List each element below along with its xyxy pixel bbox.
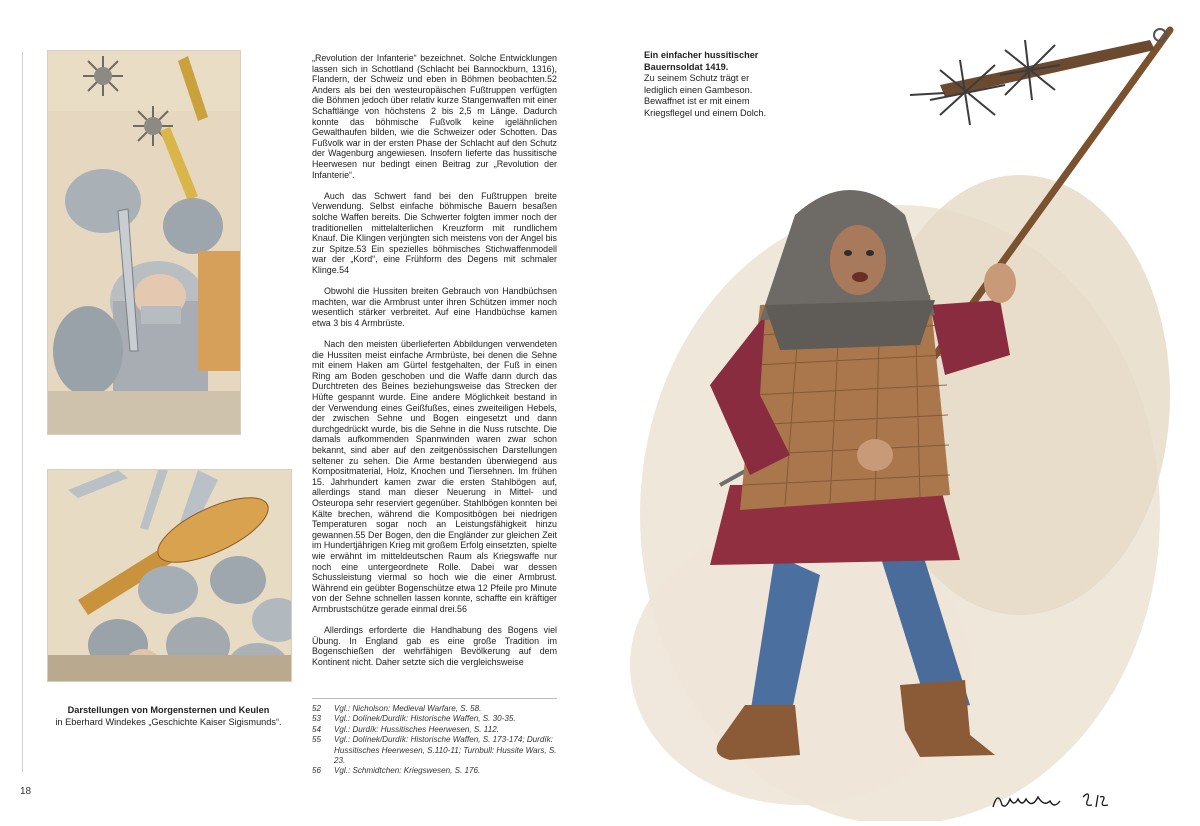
footnote-number: 55 — [312, 735, 322, 745]
body-paragraph: Obwohl die Hussiten breiten Gebrauch von Handbüchsen machten, war die Armbrust unter ihren Schützen immer noch wesentlich stärker verbreitet. Auf eine Handbüchse kamen etwa 3 bis 4 Armbrüste. — [312, 286, 557, 328]
footnote-number: 56 — [312, 766, 322, 776]
footnote-number: 52 — [312, 704, 322, 713]
artist-signature — [988, 785, 1128, 815]
footnote-divider — [312, 698, 557, 699]
footnote-text: Vgl.: Durdík: Hussitisches Heerwesen, S. 112. — [334, 724, 499, 734]
page-number: 18 — [20, 786, 32, 797]
footnote-text: Vgl.: Nicholson: Medieval Warfare, S. 58. — [334, 704, 482, 713]
soldier-caption-title: Ein einfacher hussitischer Bauernsoldat 1419. — [644, 50, 759, 72]
footnote — [312, 725, 557, 735]
manuscript-illustration-morning-stars — [47, 50, 241, 435]
footnote-number: 54 — [312, 724, 322, 734]
manuscript-illustration-top-art — [48, 51, 240, 434]
body-paragraph: Auch das Schwert fand bei den Fußtruppen breite Verwendung. Selbst einfache böhmische Bauern besaßen solche Waffen bereits. Die Schwerter folgten immer noch der traditionellen mittelalterlichen Kreuzform mit rundlichem Knauf. Die Klingen verjüngten sich meistens von der Angel bis zur Spitze.53 Ein spezielles böhmisches Stichwaffenmodell war der „Kord“, eine Frühform des Degens mit schmaler Klinge.54 — [312, 190, 557, 275]
body-paragraph: „Revolution der Infanterie“ bezeichnet. Solche Entwicklungen lassen sich in Schottland (Schlacht bei Bannockburn, 1316), Flandern, der Schweiz und eben in Böhmen beobachten.52 Anders als bei den westeuropäischen Fußtruppen verfügten die Böhmen jedoch über relativ kurze Stangenwaffen mit einer Schaftlänge von höchstens 2 bis 2,5 m Länge. Dadurch konnte das böhmische Fußvolk keine igelähnlichen Gewalthaufen bilden, wie die Schweizer oder Schotten. Das Fußvolk war in der ersten Phase der Schlacht auf den Schutz der Wagenburg angewiesen. Insofern lieferte das hussitische Heerwesen nur bedingt einen Beitrag zur „Revolution der Infanterie“. — [312, 53, 557, 180]
soldier-caption — [644, 50, 784, 119]
body-paragraph: Allerdings erforderte die Handhabung des Bogens viel Übung. In England gab es eine große Tradition im Bogenschießen der wehrfähigen Bevölkerung auf dem Kontinent nicht. Daher setzte sich die vergleichsweise — [312, 625, 557, 667]
footnote — [312, 735, 557, 766]
footnote-text: Vgl.: Schmidtchen: Kriegswesen, S. 176. — [334, 766, 481, 776]
footnote-text: Vgl.: Dolínek/Durdík: Historische Waffen, S. 30-35. — [334, 714, 516, 724]
footnote-text: Vgl.: Dolínek/Durdík: Historische Waffen, S. 173-174; Durdík: Hussitisches Heerwesen, S.110-11; Turnbull: Hussite Wars, S. 23. — [334, 735, 557, 766]
hussite-soldier-illustration — [600, 15, 1200, 821]
footnotes — [312, 704, 557, 777]
manuscript-illustration-clubs — [47, 469, 292, 682]
footnote — [312, 766, 557, 776]
soldier-caption-text: Zu seinem Schutz trägt er lediglich einen Gambeson. Bewaffnet ist er mit einem Kriegsflegel und einem Dolch. — [644, 73, 767, 118]
left-illustration-caption — [47, 705, 290, 728]
left-caption-title: Darstellungen von Morgensternen und Keulen — [67, 705, 270, 715]
soldier-painting — [600, 15, 1200, 821]
left-caption-text: in Eberhard Windekes „Geschichte Kaiser Sigismunds“. — [55, 716, 282, 727]
body-paragraph: Nach den meisten überlieferten Abbildungen verwendeten die Hussiten meist einfache Armbrüste, bei denen die Sehne mit einem Haken am Gürtel festgehalten, der Fuß in einen Ring am Boden geschoben und die Waffe dann durch das Durchtreten des Beines beziehungsweise das Strecken der Hüfte gespannt wurde. Eine andere Möglichkeit bestand in der Verwendung eines Geißfußes, eines zweiteiligen Hebels, der zwischen Sehne und Bogen eingesetzt und dann durchgedrückt wurde, bis die Sehne in die Nuss rutschte. Die damals aufkommenden Spannwinden waren zwar schon bekannt, sind aber auf den zeitgenössischen Darstellungen seltener zu sehen. Die Arme bestanden überwiegend aus Kompositmaterial, Holz, Knochen und Tiersehnen. Im frühen 15. Jahrhundert kamen zwar die ersten Stahlbögen auf, allerdings stand man dieser Neuerung in Mittel- und Osteuropa sehr reserviert gegenüber. Stahlbögen konnten bei Kälte brechen, während die Kompositbögen bei niedrigen Temperaturen sogar noch an Leistungsfähigkeit hinzu gewannen.55 Der Bogen, den die Engländer zur gleichen Zeit im Hundertjährigen Krieg mit großem Erfolg einsetzten, spielte wie erwähnt im mitteldeutschen Raum als Kriegswaffe nur noch eine untergeordnete Rolle. Dabei war dessen Schussleistung viermal so hoch wie die einer Armbrust. Während ein geübter Bogenschütze etwa 12 Pfeile pro Minute von der Sehne schnellen lassen konnte, schaffte ein kräftiger Armbrustschütze gerade einmal drei.56 — [312, 339, 557, 614]
footnote-number: 53 — [312, 714, 322, 724]
footnote — [312, 704, 557, 714]
footnote — [312, 714, 557, 724]
page-gutter-rule — [22, 52, 23, 772]
body-text-column — [312, 53, 557, 678]
manuscript-illustration-bottom-art — [48, 470, 291, 681]
